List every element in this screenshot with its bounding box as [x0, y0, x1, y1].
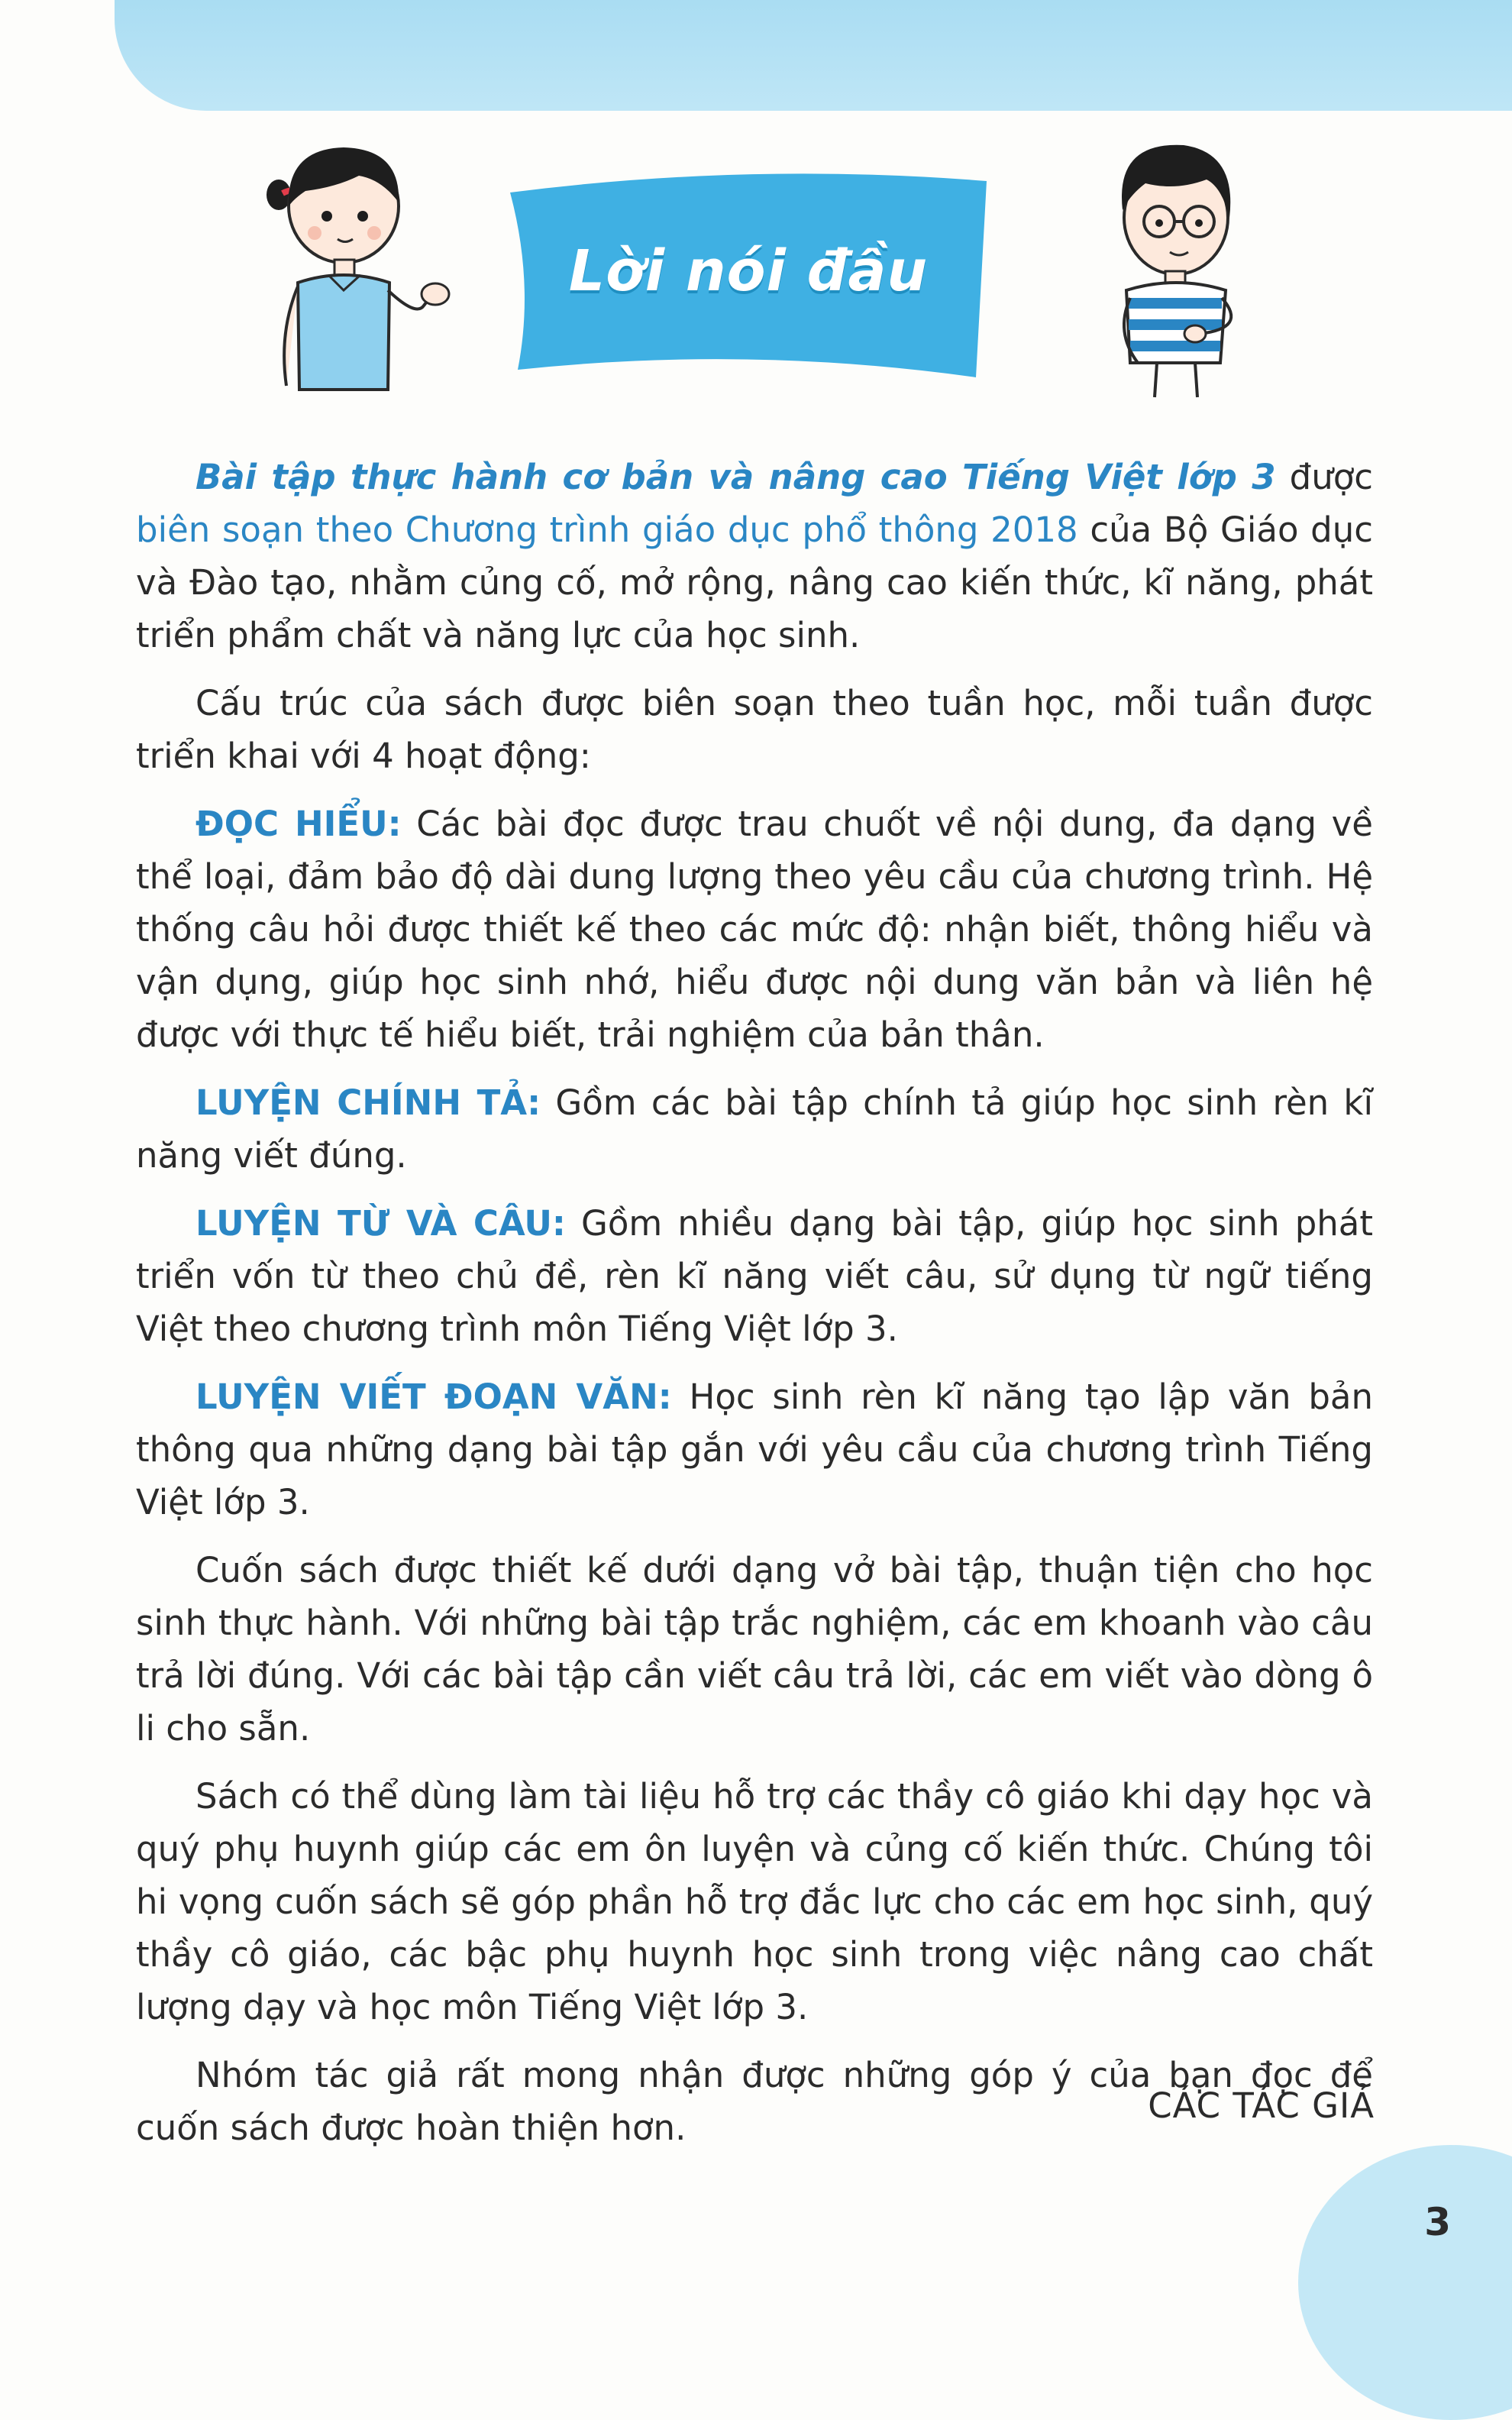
- activity-text: Học sinh rèn kĩ năng tạo lập văn bản thông qua những dạng bài tập gắn với yêu cầu của chương trình Tiếng Việt lớp 3.: [136, 1377, 1373, 1522]
- girl-illustration: [252, 134, 466, 397]
- book-title: Bài tập thực hành cơ bản và nâng cao Tiếng Việt lớp 3: [195, 457, 1276, 497]
- boy-illustration: [1084, 134, 1260, 401]
- closing-paragraph-usage: Sách có thể dùng làm tài liệu hỗ trợ các thầy cô giáo khi dạy học và quý phụ huynh giúp các em ôn luyện và củng cố kiến thức. Chúng tôi hi vọng cuốn sách sẽ góp phần hỗ trợ đắc lực cho các em học sinh, quý thầy cô giáo, các bậc phụ huynh học sinh trong việc nâng cao chất lượng dạy và học môn Tiếng Việt lớp 3.: [136, 1776, 1373, 2027]
- activity-doc-hieu: [136, 798, 1373, 1061]
- activity-label: LUYỆN TỪ VÀ CÂU:: [195, 1203, 566, 1244]
- intro-rest-text: của Bộ Giáo dục và Đào tạo, nhằm củng cố, mở rộng, nâng cao kiến thức, kĩ năng, phát triển phẩm chất và năng lực của học sinh.: [136, 510, 1373, 655]
- activity-label: ĐỌC HIỂU:: [195, 804, 402, 844]
- intro-highlighted-text: biên soạn theo Chương trình giáo dục phổ thông 2018: [136, 510, 1078, 550]
- page-number: 3: [1424, 2200, 1451, 2244]
- intro-paragraph: [136, 451, 1373, 662]
- activity-luyen-tu-va-cau: [136, 1197, 1373, 1355]
- preface-body: [136, 451, 1373, 2169]
- activity-text: Gồm nhiều dạng bài tập, giúp học sinh phát triển vốn từ theo chủ đề, rèn kĩ năng viết câu, sử dụng từ ngữ tiếng Việt theo chương trình môn Tiếng Việt lớp 3.: [136, 1203, 1373, 1349]
- activity-text: Gồm các bài tập chính tả giúp học sinh rèn kĩ năng viết đúng.: [136, 1082, 1373, 1176]
- signature: CÁC TÁC GIẢ: [1148, 2085, 1375, 2126]
- activity-label: LUYỆN VIẾT ĐOẠN VĂN:: [195, 1377, 672, 1417]
- intro-text-after-title: được: [1275, 457, 1373, 497]
- top-decorative-band: [115, 0, 1512, 111]
- activity-luyen-viet-doan-van: [136, 1370, 1373, 1529]
- closing-paragraph-feedback: Nhóm tác giả rất mong nhận được những góp ý của bạn đọc để cuốn sách được hoàn thiện hơn.: [136, 2055, 1373, 2148]
- activity-label: LUYỆN CHÍNH TẢ:: [195, 1082, 541, 1123]
- closing-paragraph-workbook: Cuốn sách được thiết kế dưới dạng vở bài tập, thuận tiện cho học sinh thực hành. Với những bài tập trắc nghiệm, các em khoanh vào câu trả lời đúng. Với các bài tập cần viết câu trả lời, các em viết vào dòng ô li cho sẵn.: [136, 1550, 1373, 1749]
- structure-paragraph: Cấu trúc của sách được biên soạn theo tuần học, mỗi tuần được triển khai với 4 hoạt động:: [136, 683, 1373, 776]
- title-banner: [504, 162, 993, 380]
- activity-luyen-chinh-ta: [136, 1076, 1373, 1182]
- page-title: Lời nói đầu: [568, 238, 929, 304]
- activity-text: Các bài đọc được trau chuốt về nội dung, đa dạng về thể loại, đảm bảo độ dài dung lượng theo yêu cầu của chương trình. Hệ thống câu hỏi được thiết kế theo các mức độ: nhận biết, thông hiểu và vận dụng, giúp học sinh nhớ, hiểu được nội dung văn bản và liên hệ được với thực tế hiểu biết, trải nghiệm của bản thân.: [136, 804, 1373, 1055]
- corner-decorative-shape: [1298, 2145, 1512, 2420]
